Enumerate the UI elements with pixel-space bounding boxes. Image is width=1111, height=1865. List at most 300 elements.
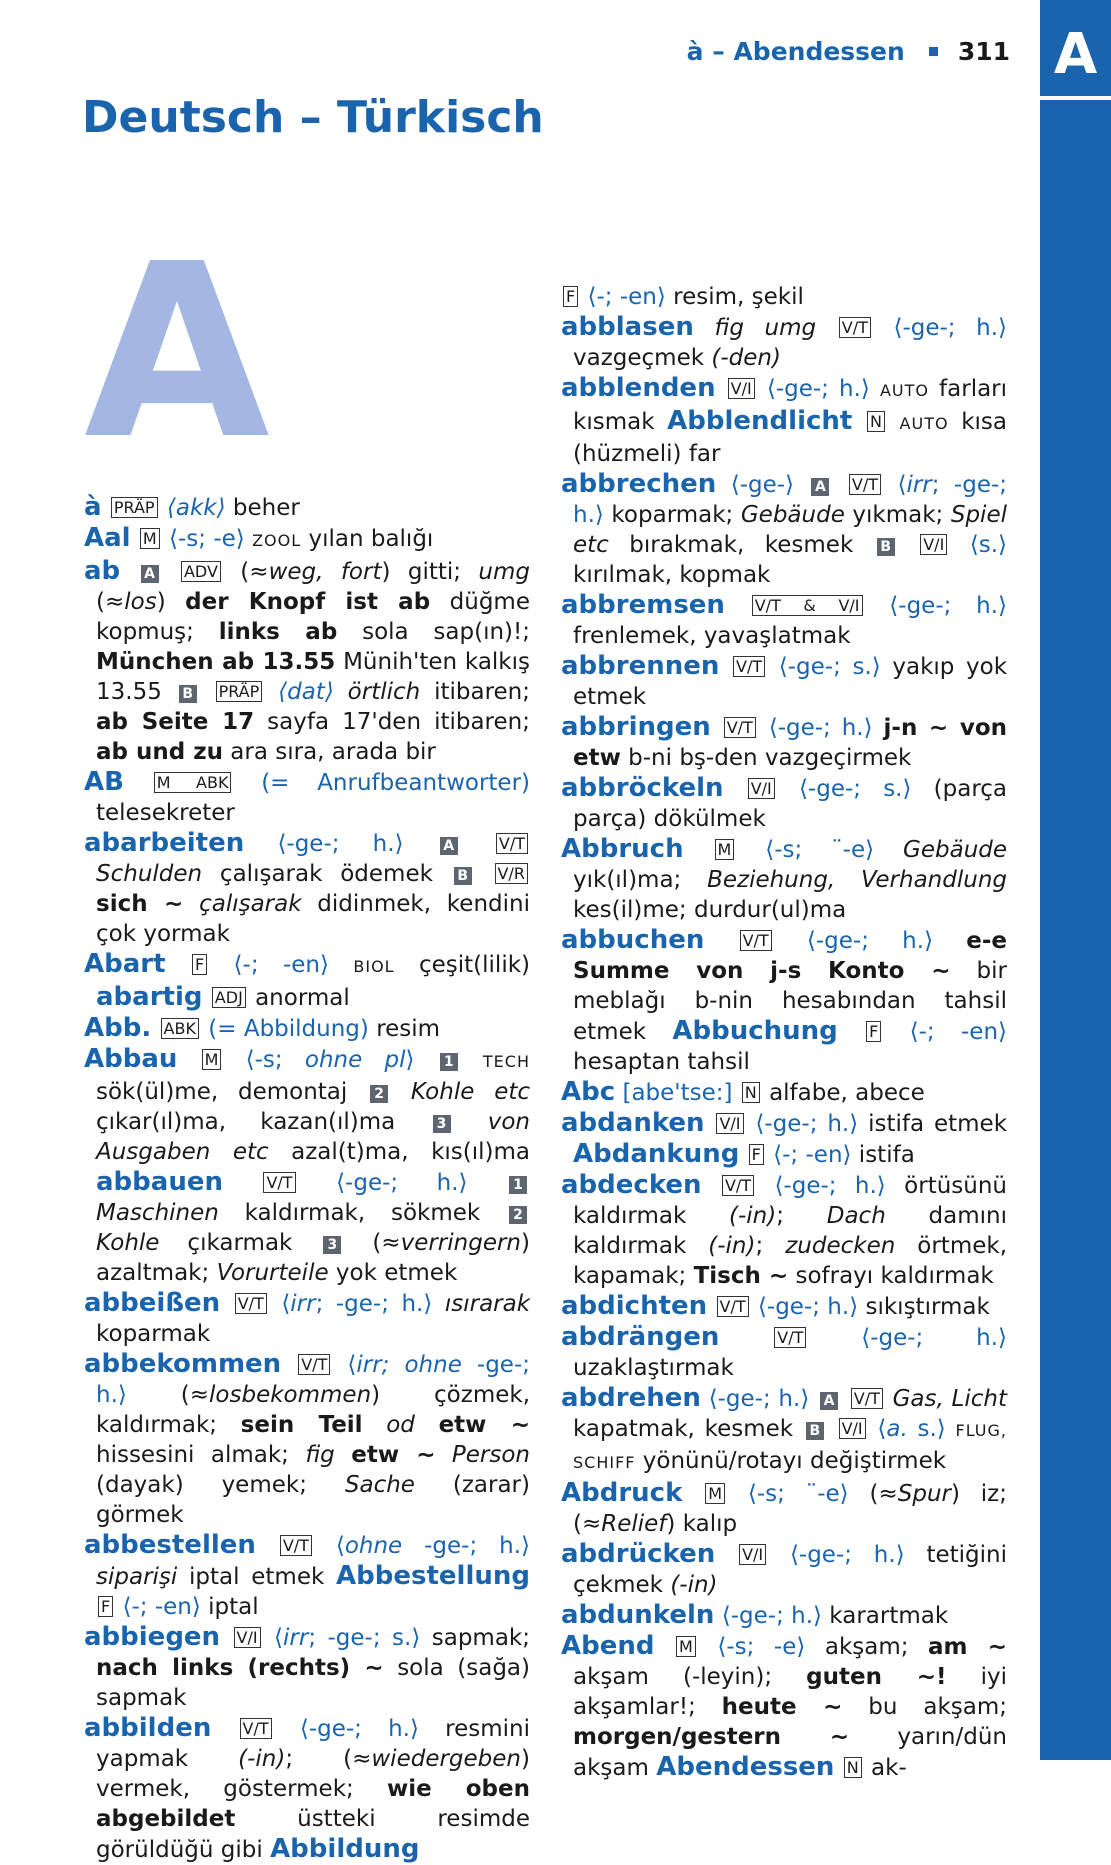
entry-text [777,776,799,802]
grammar-note: ; -ge-; h.⟩ [573,472,1008,528]
headword: abbilden [84,1713,212,1743]
sense-number: A [811,478,829,496]
entry-text [751,1294,758,1320]
italic-text: (-in) [238,1746,286,1772]
italic-text: (-in) [708,1233,756,1259]
grammar-note: ⟨akk⟩ [166,495,226,521]
entry-text [160,495,167,521]
sense-number: A [820,1392,838,1410]
entry-text [694,315,715,341]
pos-tag: V/R [495,863,528,884]
italic-text: Vorurteile [216,1260,329,1286]
bold-phrase: e-e Summe von j-s Konto ~ [573,928,1008,984]
entry-text: (dayak) yemek; [96,1472,345,1498]
headword: abbrennen [561,651,720,681]
entry-text [329,952,353,978]
pos-tag: V/T [240,1718,272,1739]
entry-text [716,376,726,402]
entry-text: ara sıra, arada bir [222,739,436,765]
italic-text: los [124,589,157,615]
entry-text: ak- [863,1755,907,1781]
headword: AB [84,767,124,797]
entry-text: anormal [247,985,350,1011]
entry-text: örtmek, kapamak; [573,1233,1008,1289]
entry-text [756,1173,774,1199]
section-initial-letter: A [84,212,270,492]
grammar-note: -ge-; h.⟩ [96,1352,530,1408]
entry-text [220,1291,233,1317]
entry-text: iptal etmek [177,1564,337,1590]
entry-text: itibaren; [420,679,531,705]
entry-text [746,1111,756,1137]
entry-text [209,952,233,978]
bold-phrase: sein Teil [240,1412,363,1438]
entry-text [949,532,969,558]
entry-text [580,284,587,310]
entry-text [124,770,152,796]
entry-text: beher [225,495,300,521]
pos-tag: V/T [235,1293,267,1314]
entry-text [415,1412,439,1438]
grammar-note: ⟨ [347,1352,357,1378]
entry-text: ) çözmek, kaldırmak; [96,1382,531,1438]
grammar-note: ⟨-ge-; h.⟩ [774,1173,886,1199]
headword: Abb. [84,1013,152,1043]
entry-text [808,1325,861,1351]
entry-text: vazgeçmek [573,345,712,371]
sense-number: 3 [433,1115,451,1133]
entry-text: kes(il)me; durdur(ul)ma [573,897,847,923]
grammar-note: ⟨ [897,472,907,498]
entry-text: hissesini almak; [96,1442,306,1468]
section-tab [1040,0,1111,1760]
entry-text [714,1603,721,1629]
grammar-note: ⟨ [274,1625,283,1651]
grammar-note: ⟨-; -en⟩ [773,1142,852,1168]
entry-text: Münih'ten kalkış 13.55 [96,649,530,705]
entry-text [757,376,767,402]
entry-text [827,1416,837,1442]
dictionary-entry [84,1349,530,1530]
grammar-note: ⟨-s; ¨-e⟩ [765,837,875,863]
pos-tag: F [98,1596,113,1617]
grammar-note: ohne [344,1533,403,1559]
dictionary-entry [84,1288,530,1349]
entry-text [852,409,865,435]
sense-number: 2 [509,1206,527,1224]
bold-phrase: wie oben abgebildet [96,1776,530,1832]
italic-text: Schulden [96,861,203,887]
grammar-note: ⟨-s; -e⟩ [169,526,245,552]
grammar-note: ⟨-ge-; s.⟩ [778,654,881,680]
dictionary-entry [84,828,530,949]
sense-number: B [179,685,197,703]
italic-text: Maschinen [96,1200,219,1226]
italic-text: Gebäude [740,502,845,528]
subject-label: TECH [482,1052,530,1071]
entry-text [211,1716,237,1742]
entry-text: koparmak [96,1321,211,1347]
entry-text: bir meblağı b-nin hesabından tahsil etmek [573,958,1007,1045]
left-column [84,492,530,1865]
entry-text: iptal [200,1594,259,1620]
entry-text: yık(ıl)ma; [573,867,708,893]
entry-text [335,1442,351,1468]
entry-text: çalışarak ödemek [202,861,451,887]
pos-tag: M [705,1483,725,1504]
entry-text [461,831,494,857]
headword: Abdankung [573,1139,740,1169]
dictionary-entry [561,1108,1007,1170]
dictionary-entry [561,1383,1007,1478]
headword: Abc [561,1077,616,1107]
dictionary-entry [561,834,1007,925]
entry-text: sofrayı kaldırmak [788,1263,994,1289]
entry-text [870,376,880,402]
entry-text [725,593,750,619]
grammar-note: ⟨-ge-; h.⟩ [757,1294,859,1320]
dictionary-entry [84,492,530,523]
bold-phrase: j-n ~ von etw [573,715,1007,771]
pos-tag: V/I [839,1418,866,1439]
headword: Abart [84,949,166,979]
pos-tag: V/I [739,1544,766,1565]
italic-text: (-den) [711,345,781,371]
pos-tag: M [140,528,160,549]
entry-text: alfabe, abece [761,1080,925,1106]
pos-tag: V/I [728,378,755,399]
pos-tag: V/T [724,717,756,738]
entry-text: çıkarmak [159,1230,321,1256]
grammar-note: s.⟩ [907,1416,946,1442]
entry-text [391,1079,411,1105]
entry-text [655,1634,675,1660]
dictionary-entry [84,1044,530,1288]
entry-text: kapatmak, kesmek [573,1416,803,1442]
entry-text: akşam; [805,1634,929,1660]
entry-text [865,593,890,619]
entry-text [281,1352,296,1378]
headword: abbuchen [561,925,705,955]
bold-phrase: etw ~ [351,1442,436,1468]
pos-tag: ABK [161,1018,199,1039]
sense-number: 2 [370,1085,388,1103]
entry-text: çeşit(lilik) [394,952,531,978]
entry-text [244,831,277,857]
pos-tag: F [749,1144,764,1165]
grammar-note: ⟨-ge-; h.⟩ [889,593,1008,619]
entry-text: yakıp yok etmek [573,654,1008,710]
entry-text: ) vermek, göstermek; [96,1746,530,1802]
entry-text [177,1047,199,1073]
entry-text: sola (sağa) sapmak [96,1655,530,1711]
headword: abbeißen [84,1288,221,1318]
entry-text [715,1542,737,1568]
grammar-note: irr [906,472,932,498]
italic-text: zudecken [785,1233,896,1259]
entry-text [245,526,252,552]
entry-text [767,654,779,680]
entry-text [223,1047,245,1073]
headword: abblasen [561,312,694,342]
grammar-note: -ge-; h.⟩ [402,1533,530,1559]
entry-text [874,837,903,863]
pos-tag: V/I [716,1113,743,1134]
grammar-note: ⟨-ge-; h.⟩ [861,1325,1008,1351]
headword: Abbruch [561,834,684,864]
entry-text: akşam (-leyin); [573,1664,807,1690]
grammar-note: ; -ge-; h.⟩ [315,1291,433,1317]
headword: abbestellen [84,1530,256,1560]
entry-text [732,1080,739,1106]
pos-tag: V/T [280,1535,312,1556]
grammar-note: ⟨ [335,1533,345,1559]
entry-text: tetiğini çekmek [573,1542,1008,1598]
pos-tag: V/I [748,778,775,799]
grammar-note: ⟨-ge-; h.⟩ [277,831,404,857]
grammar-note: ⟨-ge-; h.⟩ [336,1170,468,1196]
headword: abdrehen [561,1383,701,1413]
pos-tag: V/T [263,1172,295,1193]
grammar-note: irr [290,1291,316,1317]
entry-text [223,1170,262,1196]
pos-tag: F [866,1021,881,1042]
entry-text: yarın/dün akşam [573,1724,1007,1781]
entry-text: sıkıştırmak [858,1294,990,1320]
entry-text [298,1170,337,1196]
grammar-note: ⟨-ge-; h.⟩ [768,715,873,741]
entry-text: bırakmak, kesmek [608,532,874,558]
headword: abbiegen [84,1622,221,1652]
bold-phrase: ab Seite 17 [96,709,255,735]
entry-text: (parça parça) dökülmek [573,776,1008,832]
dictionary-entry [561,312,1007,373]
pos-tag: N [742,1082,760,1103]
dictionary-entry [561,925,1007,1077]
entry-text: (zarar) görmek [96,1472,530,1528]
entry-text [736,837,765,863]
dictionary-entry [84,949,530,1013]
dictionary-entry [561,1600,1007,1631]
entry-text: ) kalıp [666,1511,738,1537]
bold-phrase: heute ~ [721,1694,843,1720]
entry-text: istifa etmek [858,1111,1008,1137]
dictionary-entry [561,1631,1007,1783]
pos-tag: V/T [740,930,772,951]
entry-text [263,1625,274,1651]
pos-tag: M [676,1636,696,1657]
entry-text: koparmak; [603,502,741,528]
dictionary-entry [84,1713,530,1865]
italic-text: Spur [897,1481,951,1507]
grammar-note: ; -ge-; s.⟩ [308,1625,421,1651]
subject-label: FLUG, SCHIFF [573,1421,1007,1472]
italic-text: fig [305,1442,335,1468]
entry-text: damını kaldırmak [573,1203,1007,1259]
grammar-note: ohne pl [304,1047,406,1073]
entry-text: kırılmak, kopmak [573,562,771,588]
headword: Abend [561,1631,655,1661]
entry-text [269,1291,282,1317]
headword: à [84,492,102,522]
entry-text: yılan balığı [301,526,434,552]
entry-text [332,1352,347,1378]
subject-label: ZOOL [252,531,302,550]
headword: Abbestellung [336,1561,530,1591]
entry-text: didinmek, kendini çok yormak [96,891,530,947]
entry-text: düğme kopmuş; [96,589,530,645]
headword: abbringen [561,712,711,742]
headword: abdanken [561,1108,705,1138]
entry-text: (≈ [222,559,269,585]
subject-label: BIOL [353,957,395,976]
grammar-note: ⟨-ge-⟩ [730,472,795,498]
headword: abdunkeln [561,1600,715,1630]
italic-text: Kohle etc [410,1079,531,1105]
italic-text: wiedergeben [371,1746,522,1772]
entry-text [711,715,722,741]
headword: abdecken [561,1170,702,1200]
entry-text [724,776,746,802]
headword: abarbeiten [84,828,245,858]
entry-text: sola sap(ın)!; [337,619,530,645]
entry-text: ) gitti; [381,559,479,585]
headword: Aal [84,523,131,553]
entry-text [684,837,713,863]
pos-tag: V/I [920,534,947,555]
entry-text: karartmak [822,1603,949,1629]
sense-number: B [454,867,472,885]
entry-text [256,1533,278,1559]
entry-text [898,532,918,558]
entry-text: (≈ [344,1230,401,1256]
entry-text [758,715,769,741]
entry-text [809,1386,817,1412]
page-number: 311 [957,37,1010,66]
entry-text [739,1142,746,1168]
headword: Abblendlicht [667,406,853,436]
sense-number: A [440,837,458,855]
entry-text [873,715,884,741]
italic-text: ısırarak [444,1291,531,1317]
italic-text: Dach [826,1203,886,1229]
italic-text: fig umg [714,315,817,341]
entry-text [102,495,109,521]
bold-phrase: morgen/gestern ~ [573,1724,850,1750]
grammar-note: ⟨-ge-; h.⟩ [806,928,934,954]
entry-text: yok etmek [328,1260,458,1286]
running-head [640,34,1010,70]
italic-text: Beziehung, Verhandlung [707,867,1007,893]
grammar-note: ⟨-ge-; h.⟩ [766,376,870,402]
pos-tag: N [867,411,885,432]
entry-text [701,1386,709,1412]
pos-tag: V/T [851,1388,883,1409]
entry-text [475,861,493,887]
pos-tag: PRÄP [216,681,263,702]
grammar-note: ⟨-ge-; s.⟩ [798,776,912,802]
dictionary-entry [561,1291,1007,1322]
dictionary-entry [84,1013,530,1044]
pos-tag: V/T [298,1354,330,1375]
headword: abbrechen [561,469,717,499]
entry-text [716,472,730,498]
headword: abdrücken [561,1539,716,1569]
pos-tag: M [715,839,735,860]
italic-text: weg, fort [268,559,382,585]
entry-text [682,1481,703,1507]
entry-text [162,559,179,585]
entry-text [120,559,137,585]
italic-text: Gebäude [903,837,1008,863]
entry-text [883,1019,909,1045]
headword: Abbau [84,1044,178,1074]
entry-text: ) azaltmak; [96,1230,530,1286]
grammar-note: ⟨-; -en⟩ [122,1594,201,1620]
pos-tag: V/T [839,317,871,338]
dictionary-entry [561,712,1007,773]
grammar-note: ⟩ [405,1047,415,1073]
entry-text [719,1325,772,1351]
entry-text: kaldırmak, sökmek [218,1200,506,1226]
headword: Abbuchung [672,1016,838,1046]
entry-text: yönünü/rotayı değiştirmek [635,1448,947,1474]
bold-phrase: nach links (rechts) ~ [96,1655,384,1681]
grammar-note: ⟨dat⟩ [278,679,334,705]
entry-text [933,928,966,954]
entry-text: çıkar(ıl)ma, kazan(ıl)ma [96,1109,430,1135]
headword: abblenden [561,373,716,403]
grammar-note: a. [886,1416,908,1442]
headword: Abendessen [656,1752,835,1782]
sense-number: A [141,565,159,583]
grammar-note: ⟨-ge-; h.⟩ [299,1716,419,1742]
entry-text [115,1594,122,1620]
headword: abbekommen [84,1349,282,1379]
dictionary-entry [561,773,1007,834]
headword: abartig [96,982,203,1012]
entry-text [220,1625,231,1651]
entry-text: kısa (hüzmeli) far [573,409,1007,467]
pos-tag: N [844,1757,862,1778]
entry-text [264,679,278,705]
grammar-note: irr; ohne [356,1352,462,1378]
dictionary-entry [561,469,1007,590]
bold-phrase: Tisch ~ [693,1263,789,1289]
italic-text: (-in) [729,1203,777,1229]
entry-text [468,1170,507,1196]
entry-text: iyi akşamlar!; [573,1664,1007,1720]
grammar-note: irr [283,1625,309,1651]
headword: abbremsen [561,590,725,620]
subject-label: AUTO [899,414,949,433]
grammar-note: ⟨-s; ¨-e⟩ [747,1481,849,1507]
section-tab-rule [1040,96,1111,100]
italic-text: losbekommen [209,1382,372,1408]
entry-text [363,1412,387,1438]
dictionary-entry [84,767,530,828]
entry-text [883,472,897,498]
entry-text [841,1386,849,1412]
entry-text [707,1294,714,1320]
italic-text: siparişi [96,1564,178,1590]
dictionary-entry [561,1478,1007,1539]
bold-phrase: ab und zu [96,739,223,765]
bold-phrase: sich ~ [96,891,184,917]
entry-text: yıkmak; [844,502,951,528]
entry-text [274,1716,300,1742]
entry-text [698,1634,718,1660]
